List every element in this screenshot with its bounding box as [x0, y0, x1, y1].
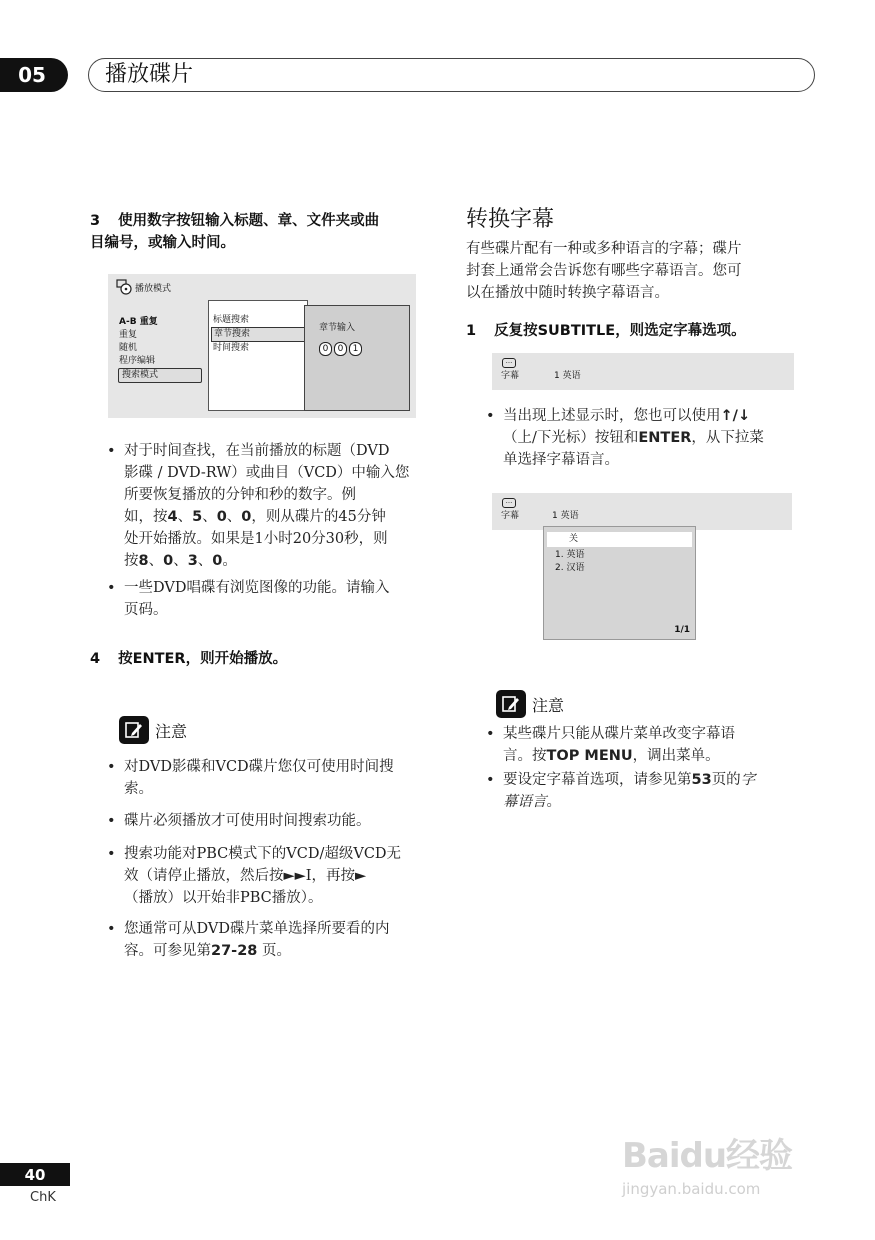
sep: 、 — [148, 553, 164, 569]
bullet-line: 所要恢复播放的分钟和秒的数字。例 — [124, 487, 356, 503]
bullet-dot: • — [107, 813, 116, 829]
intro-line: 有些碟片配有一种或多种语言的字幕；碟片 — [466, 241, 742, 257]
language-code: ChK — [30, 1190, 56, 1205]
section-heading: 转换字幕 — [466, 207, 555, 232]
step-3-line1: 使用数字按钮输入标题、章、文件夹或曲 — [118, 213, 380, 229]
bullet-line: 某些碟片只能从碟片菜单改变字幕语 — [503, 726, 735, 742]
step-3-number: 3 — [90, 213, 101, 229]
search-submenu — [208, 300, 308, 411]
text: 。 — [546, 794, 561, 810]
page-number: 40 — [24, 1165, 46, 1184]
subtitle-icon: ... — [502, 498, 516, 508]
bullet-line — [124, 940, 444, 962]
bullet-line: 页码。 — [124, 602, 168, 618]
chapter-number-tab — [0, 58, 68, 92]
bullet-line — [503, 427, 823, 449]
bullet-line: 一些DVD唱碟有浏览图像的功能。请输入 — [124, 580, 390, 596]
key-0: 0 — [216, 509, 227, 525]
time-search-bullet — [107, 440, 444, 572]
key-5: 5 — [192, 509, 203, 525]
text: ，调出菜单。 — [632, 748, 720, 764]
text: （上/下光标）按钮和 — [503, 430, 639, 446]
step-4-text: ，则开始播放。 — [185, 651, 288, 667]
bullet-line — [503, 791, 823, 813]
subtitle-dropdown — [543, 526, 696, 640]
play-mode-screen — [108, 274, 416, 418]
digit-3: 1 — [349, 342, 362, 356]
sep: 、 — [226, 509, 242, 525]
bullet-line — [124, 506, 444, 528]
subtitle-osd-bar-2 — [492, 493, 792, 530]
chapter-title-frame — [88, 58, 815, 92]
subtitle-label: 字幕 — [501, 511, 520, 521]
subtitle-osd-bar-1 — [492, 353, 794, 390]
subtitle-key-label: SUBTITLE — [537, 323, 616, 339]
note-label: 注意 — [532, 695, 565, 715]
text: 按 — [124, 553, 139, 569]
bullet-line — [124, 550, 444, 572]
step-3 — [90, 210, 440, 254]
bullet-dot: • — [107, 443, 116, 459]
bullet-line: 效（请停止播放，然后按►►I，再按► — [124, 868, 367, 884]
subtitle-value[interactable]: 1 英语 — [554, 371, 581, 381]
chapter-title: 播放碟片 — [105, 62, 194, 87]
dropdown-page-indicator: 1/1 — [674, 625, 690, 635]
chapter-input-panel — [304, 305, 410, 411]
intro-line: 以在播放中随时转换字幕语言。 — [466, 285, 669, 301]
sep: 、 — [202, 509, 217, 525]
submenu-title-search[interactable]: 标题搜索 — [213, 315, 250, 325]
bullet-line: 您通常可从DVD碟片菜单选择所要看的内 — [124, 921, 390, 937]
sep: 、 — [197, 553, 213, 569]
step-4-number: 4 — [90, 651, 101, 667]
menu-item-random[interactable]: 随机 — [119, 343, 138, 353]
menu-item-ab-repeat[interactable]: A-B 重复 — [119, 317, 158, 327]
section-intro — [466, 238, 821, 304]
note-bullet-3 — [107, 843, 444, 909]
dvd-audio-bullet — [107, 577, 444, 621]
play-mode-title: 播放模式 — [135, 284, 172, 294]
right-note-bullet-1 — [486, 723, 823, 767]
bullet-line: 对DVD影碟和VCD碟片您仅可使用时间搜 — [124, 759, 394, 775]
text: 如，按 — [124, 509, 168, 525]
enter-key-label: ENTER — [638, 430, 692, 446]
disc-icon — [116, 279, 130, 293]
menu-item-program[interactable]: 程序编辑 — [119, 356, 156, 366]
text: 页的 — [711, 772, 741, 788]
option-chinese[interactable]: 2. 汉语 — [555, 563, 585, 573]
text: ，则从碟片的45分钟 — [251, 509, 386, 525]
key-0: 0 — [212, 553, 223, 569]
bullet-dot: • — [486, 408, 495, 424]
step-1 — [466, 320, 821, 342]
text: 。 — [222, 553, 237, 569]
right-note-bullet-2 — [486, 769, 823, 813]
subtitle-label: 字幕 — [501, 371, 520, 381]
key-8: 8 — [138, 553, 149, 569]
bullet-dot: • — [107, 921, 116, 937]
right-note-header — [496, 690, 564, 718]
bullet-line: 单选择字幕语言。 — [503, 452, 619, 468]
bullet-dot: • — [107, 846, 116, 862]
watermark-logo: Baidu经验 — [622, 1136, 793, 1176]
play-mode-list — [118, 316, 202, 383]
top-menu-key-label: TOP MENU — [546, 748, 633, 764]
bullet-dot: • — [107, 580, 116, 596]
step-1-text: ，则选定字幕选项。 — [615, 323, 746, 339]
chapter-input-digits[interactable] — [319, 342, 364, 356]
chapter-input-label: 章节输入 — [319, 323, 356, 333]
page-number-tab — [0, 1163, 70, 1186]
key-3: 3 — [187, 553, 198, 569]
left-note-header — [119, 716, 187, 744]
bullet-dot: • — [486, 772, 495, 788]
digit-1: 0 — [319, 342, 332, 356]
option-off[interactable]: 关 — [547, 532, 692, 547]
bullet-dot: • — [486, 726, 495, 742]
subtitle-icon: ... — [502, 358, 516, 368]
pencil-note-icon — [496, 690, 526, 718]
submenu-time-search[interactable]: 时间搜索 — [213, 343, 250, 353]
text: 要设定字幕首选项，请参见第 — [503, 772, 692, 788]
text: 当出现上述显示时，您也可以使用 — [503, 408, 721, 424]
subtitle-value[interactable]: 1 英语 — [552, 511, 579, 521]
bullet-dot: • — [107, 759, 116, 775]
bullet-line: 处开始播放。如果是1小时20分30秒，则 — [124, 531, 388, 547]
digit-2: 0 — [334, 342, 347, 356]
bullet-line — [503, 745, 823, 767]
text: 页。 — [257, 943, 291, 959]
text: ，从下拉菜 — [691, 430, 764, 446]
key-0: 0 — [163, 553, 174, 569]
subtitle-select-bullet — [486, 405, 823, 471]
bullet-line: 影碟 / DVD-RW）或曲目（VCD）中输入您 — [124, 465, 410, 481]
submenu-chapter-search[interactable]: 章节搜索 — [211, 327, 305, 342]
note-bullet-1 — [107, 756, 444, 800]
menu-item-repeat[interactable]: 重复 — [119, 330, 138, 340]
step-4-text: 按 — [118, 651, 133, 667]
watermark-url: jingyan.baidu.com — [622, 1180, 761, 1198]
page-ref: 53 — [691, 772, 712, 788]
step-3-line2: 目编号，或输入时间。 — [90, 235, 235, 251]
note-label: 注意 — [155, 721, 188, 741]
sep: 、 — [177, 509, 193, 525]
italic-ref: 字 — [740, 772, 756, 788]
key-0: 0 — [241, 509, 252, 525]
bullet-line: 碟片必须播放才可使用时间搜索功能。 — [124, 813, 371, 829]
italic-ref: 幕语言 — [503, 794, 547, 810]
option-english[interactable]: 1. 英语 — [555, 550, 585, 560]
bullet-line — [503, 769, 823, 791]
key-4: 4 — [167, 509, 178, 525]
note-bullet-2 — [107, 810, 444, 832]
bullet-line — [503, 405, 823, 427]
chapter-number: 05 — [18, 63, 46, 87]
bullet-line: 索。 — [124, 781, 153, 797]
text: 容。可参见第 — [124, 943, 211, 959]
page-ref: 27-28 — [211, 943, 258, 959]
enter-key-label: ENTER — [132, 651, 186, 667]
step-1-text: 反复按 — [494, 323, 538, 339]
bullet-line: （播放）以开始非PBC播放）。 — [124, 890, 323, 906]
text: 言。按 — [503, 748, 547, 764]
up-down-arrow-icon: ↑/↓ — [720, 408, 751, 424]
bullet-line: 搜索功能对PBC模式下的VCD/超级VCD无 — [124, 846, 402, 862]
intro-line: 封套上通常会告诉您有哪些字幕语言。您可 — [466, 263, 742, 279]
step-4 — [90, 648, 440, 670]
step-1-number: 1 — [466, 323, 477, 339]
sep: 、 — [173, 553, 188, 569]
pencil-note-icon — [119, 716, 149, 744]
menu-item-search-mode[interactable]: 搜索模式 — [118, 368, 202, 383]
note-bullet-4 — [107, 918, 444, 962]
bullet-line: 对于时间查找，在当前播放的标题（DVD — [124, 443, 390, 459]
